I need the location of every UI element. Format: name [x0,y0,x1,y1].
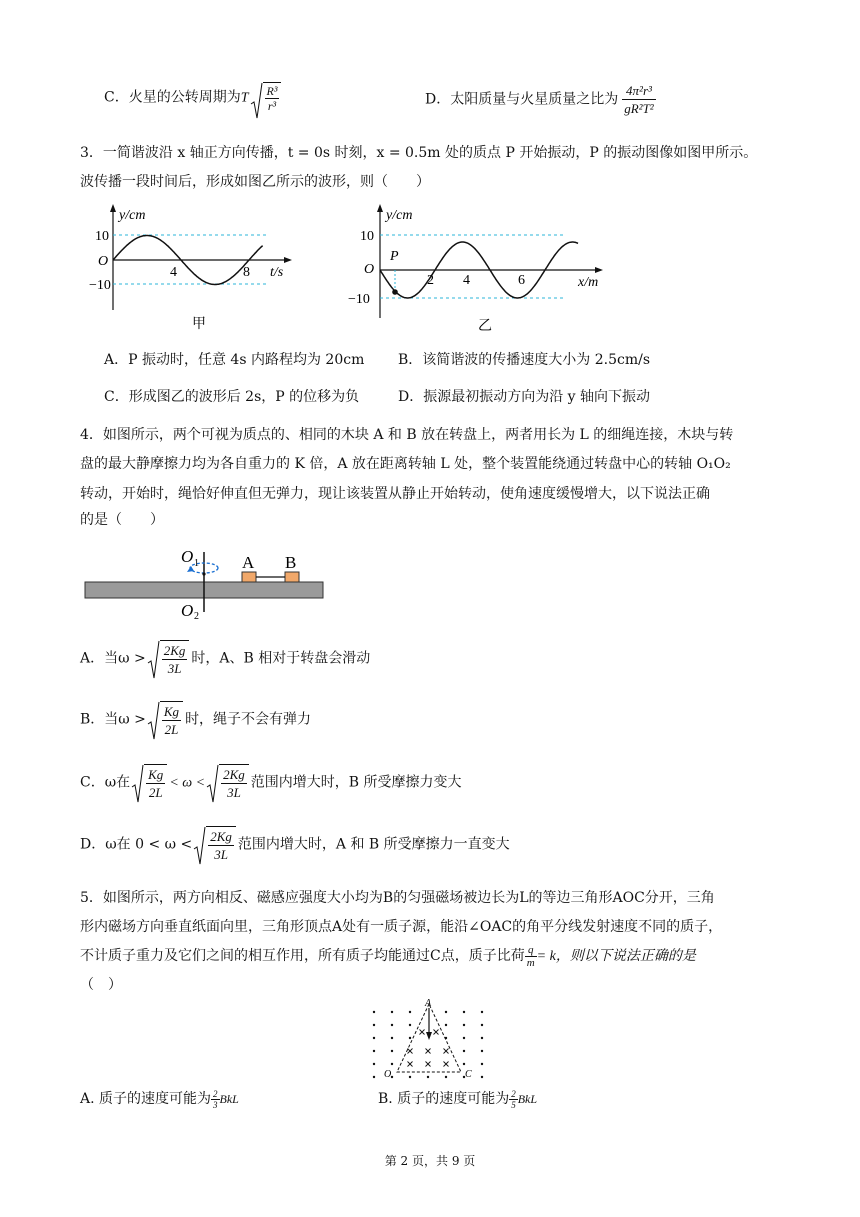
q4-option-a: A．当ω > $\frac{2Kg}{3L}$ 时，A、B 相对于转盘会滑动 [80,640,370,677]
svg-text:1: 1 [194,558,199,569]
field-dot [445,1011,447,1013]
tick-label-y-top: 10 [360,229,374,244]
point-p-label: P [390,249,399,264]
tick-label-x: 6 [518,273,525,288]
q4-option-c: C．ω在 $\frac{Kg}{2L}$ < ω < $\frac{2Kg}{3L}$ 范围内增大时，B 所受摩擦力变大 [80,764,462,801]
q5-magnetic-field-figure [364,998,494,1084]
sqrt-expression [194,826,236,863]
field-dot [481,1037,483,1039]
origin-label: O [364,262,375,277]
field-cross [434,1030,439,1035]
fraction: $\frac{2Kg}{3L}$ [223,767,245,800]
sqrt-expression [148,701,183,738]
q4-stem-line-3: 转动，开始时，绳恰好伸直但无弹力，现让该装置从静止开始转动，使角速度缓慢增大，以下说法正确 [80,486,710,502]
field-dot [373,1011,375,1013]
q2-option-c [104,82,281,113]
axis-label-y: y/cm [119,208,146,223]
point-p [392,289,398,295]
field-cross [420,1030,425,1035]
fraction: $\frac{2Kg}{3L}$ [163,643,186,676]
field-dot [481,1011,483,1013]
tick-label-y-top: 10 [95,229,109,244]
q5-stem-line-4: （ ） [80,977,122,993]
field-dot [463,1050,465,1052]
field-dot [409,1037,411,1039]
vertex-o-label: O [384,1069,392,1080]
symbol-t: T [240,90,249,106]
tick-label-x: 4 [463,273,470,288]
fraction: $\frac{2}{3}$ [213,1088,218,1110]
label-o1: O [181,547,194,566]
figure-caption: 乙 [478,319,492,334]
q4-option-d: D．ω在 0 < ω < $\frac{2Kg}{3L}$ 范围内增大时，A 和 B 所受摩擦力一直变大 [80,826,510,863]
fraction: $\frac{\text{R³}}{\text{r³}}$ [266,84,278,113]
axis-label-y: y/cm [386,208,413,223]
charge-mass-ratio: $\frac{q}{m}$ [526,943,535,969]
label-o2: O [181,601,194,620]
field-cross [426,1049,431,1054]
origin-label: O [98,254,109,269]
q3-option-a: A．P 振动时，任意 4s 内路程均为 20cm [104,352,365,368]
vertex-c-label: C [465,1069,472,1080]
field-cross [426,1062,431,1067]
field-dot [391,1037,393,1039]
field-dot [391,1063,393,1065]
q3-option-b: B．该简谐波的传播速度大小为 2.5cm/s [398,352,651,368]
field-dot [481,1063,483,1065]
axis-label-x: x/m [578,275,599,290]
q3-option-c: C．形成图乙的波形后 2s，P 的位移为负 [104,389,360,405]
label-a: A [242,553,255,572]
q3-stem-line-1: 3．一简谐波沿 x 轴正方向传播，t = 0s 时刻，x = 0.5m 处的质点 P 开始振动，P 的振动图像如图甲所示。 [80,145,758,161]
label-b: B [285,553,297,572]
field-dot [409,1024,411,1026]
field-dot [391,1050,393,1052]
page-footer: 第 2 页，共 9 页 [384,1154,476,1168]
field-dot [391,1011,393,1013]
tick-label-x: 2 [427,273,434,288]
field-dot [481,1050,483,1052]
field-dot [463,1011,465,1013]
field-dot [409,1076,411,1078]
fraction: $\frac{Kg}{2L}$ [163,704,180,737]
field-cross [408,1062,413,1067]
field-dot [481,1024,483,1026]
sqrt-expression [251,82,282,113]
axis-label-x: t/s [270,265,284,280]
sqrt-expression [207,764,249,801]
field-dot [373,1076,375,1078]
q2-option-d-label: D．太阳质量与火星质量之比为 [425,91,619,108]
q3-stem-line-2: 波传播一段时间后，形成如图乙所示的波形，则（ ） [80,174,430,190]
svg-text:2: 2 [194,611,199,622]
q4-turntable-figure [80,540,330,620]
sqrt-expression [132,764,167,801]
q5-stem-line-3: 不计质子重力及它们之间的相互作用，所有质子均能通过C点，质子比荷 $\frac{q}{m}$ = k，则以下说法正确的是 [80,943,696,969]
field-dot [481,1076,483,1078]
field-dot [373,1063,375,1065]
q4-stem-line-1: 4．如图所示，两个可视为质点的、相同的木块 A 和 B 放在转盘上，两者用长为 L 的细绳连接，木块与转 [80,427,734,443]
field-dot [445,1076,447,1078]
field-dot [391,1024,393,1026]
tick-label-y-bottom: −10 [89,278,111,293]
tick-label-y-bottom: −10 [348,292,370,307]
q3-figure-a [89,200,305,332]
q3-figure-b [350,200,620,332]
fraction: $\frac{\text{4π²r³}}{\text{gR²T²}}$ [624,83,654,116]
field-dot [463,1037,465,1039]
q2-option-d [425,82,656,117]
fraction: $\frac{2Kg}{3L}$ [210,829,232,862]
field-dot [427,1076,429,1078]
field-dot [409,1011,411,1013]
field-cross [444,1062,449,1067]
sqrt-expression [148,640,190,677]
q5-option-b: B. 质子的速度可能为 $\frac{2}{5}$ BkL [378,1088,538,1110]
fraction: $\frac{Kg}{2L}$ [148,767,164,800]
q4-stem-line-2: 盘的最大静摩擦力均为各自重力的 K 倍，A 放在距离转轴 L 处，整个装置能绕通过转盘中心的转轴 O₁O₂ [80,456,731,472]
q2-option-c-label: C．火星的公转周期为 [104,89,241,106]
figure-caption: 甲 [192,317,206,332]
vertex-a-label: A [425,998,432,1009]
tick-label-x: 8 [243,265,250,280]
field-cross [444,1049,449,1054]
field-dot [373,1050,375,1052]
q4-option-b: B．当ω > $\frac{Kg}{2L}$ 时，绳子不会有弹力 [80,701,311,738]
field-dot [463,1063,465,1065]
field-dot [445,1024,447,1026]
q4-stem-line-4: 的是（ ） [80,512,164,528]
field-dot [463,1024,465,1026]
block-b [285,572,299,582]
field-dot [373,1037,375,1039]
field-dot [373,1024,375,1026]
tick-label-x: 4 [170,265,177,280]
q5-stem-line-1: 5．如图所示，两方向相反、磁感应强度大小均为B的匀强磁场被边长为L的等边三角形AOC分开，三角 [80,890,715,906]
fraction: $\frac{2}{5}$ [511,1088,516,1110]
field-cross [408,1049,413,1054]
q5-stem-line-2: 形内磁场方向垂直纸面向里，三角形顶点A处有一质子源，能沿∠OAC的角平分线发射速度不同的质子， [80,919,723,935]
q5-option-a: A. 质子的速度可能为 $\frac{2}{3}$ BkL [80,1088,239,1110]
block-a [242,572,256,582]
q3-option-d: D．振源最初振动方向为沿 y 轴向下振动 [398,389,651,405]
